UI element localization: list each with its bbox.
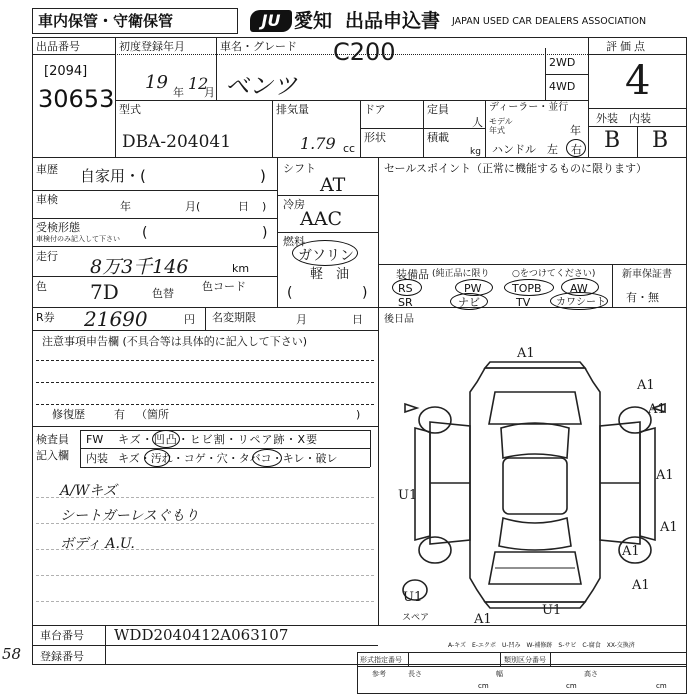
equipment-rs: RS [398,282,413,295]
handwritten-note: ボディ A.U. [60,536,135,552]
fuel-selected-circle [292,240,358,266]
name-change-day: 日 [352,313,363,326]
damage-mark: U1 [542,603,562,618]
width-label: 幅 [496,670,503,678]
chassis-label: 車台番号 [40,629,84,642]
equipment-note2: ○をつけてください) [512,269,596,279]
divider [115,100,588,101]
model-value: DBA-204041 [122,132,232,152]
registration-year: 19 [145,72,168,93]
load-unit: kg [470,147,481,157]
inspector-circle [152,430,180,448]
chassis-value: WDD2040412A063107 [114,626,289,644]
divider [485,100,486,157]
equipment-sr: SR [398,296,413,309]
height-unit: cm [656,682,667,690]
equipment-rs-circle [392,279,422,296]
inspector-row2-head: 内装 [86,452,108,465]
divider [32,190,278,191]
juken-label: 受検形態 [36,221,80,234]
drive-2wd: 2WD [549,56,576,69]
inspection-label: 車検 [36,193,58,206]
lot-number: 30653 [38,85,115,113]
mileage-value: 8万3千146 [90,256,189,278]
equipment-pw: PW [464,282,482,295]
divider [32,218,278,219]
ext-int-label: 外装 内装 [596,112,651,125]
juken-close: ) [262,225,268,241]
damage-mark: A1 [656,468,674,483]
inspector-sublabel: 記入欄 [36,449,69,462]
damage-mark: U1 [398,488,418,503]
divider [32,157,687,158]
color-value: 7D [90,280,119,304]
plate-label: 登録番号 [40,650,84,663]
notes-label: 注意事項申告欄 (不具合等は具体的に記入して下さい) [42,335,308,348]
handle-right: 右 [571,143,582,156]
fuel-option-gasoline: ガソリン [298,248,354,264]
score-value: 4 [625,58,651,104]
divider [80,448,370,449]
repair-history-value: 有 [114,408,125,421]
divider [378,157,379,310]
displacement-unit: cc [343,142,356,155]
damage-mark: A1 [622,544,640,559]
divider [36,382,374,383]
equipment-aw: AW [570,282,588,295]
maker-name: ベンツ [225,72,297,100]
document-title: 出品申込書 [345,10,441,32]
warranty-options: 有・無 [626,291,659,304]
fuel-paren-open: ( [287,285,293,301]
divider [370,430,371,467]
divider [357,666,687,667]
divider [36,601,374,602]
damage-legend: A-キズ E-エクボ U-凹み W-補修跡 S-サビ C-腐食 XX-交換済 [448,642,635,649]
warranty-label: 新車保証書 [622,269,672,280]
storage-type-label: 車内保管・守衛保管 [38,12,174,30]
damage-mark: U1 [403,590,423,605]
equipment-leather-seat: カワシート [556,297,606,308]
mileage-unit: km [232,262,250,275]
divider [80,467,370,468]
divider [545,74,588,75]
length-unit: cm [478,682,489,690]
capacity-unit: 人 [472,116,483,129]
divider [36,360,374,361]
handle-label: ハンドル [492,143,536,156]
door-label: ドア [364,103,386,116]
color-label: 色 [36,280,47,293]
dealer-label: ディーラー・並行 [489,102,569,113]
juken-sub: 車検付のみ記入して下さい [36,235,120,243]
damage-mark: A1 [660,520,678,535]
aircon-value: AAC [300,208,342,230]
inspector-row1-head: FW [86,433,104,446]
plate-mark: 58 [2,645,22,663]
damage-mark: A1 [637,378,655,393]
history-label: 車歴 [36,163,58,176]
spare-label: スペア [402,613,430,623]
fuel-label: 燃料 [283,235,305,248]
inspector-circle [252,449,282,467]
divider [277,232,378,233]
inspection-close: ) [262,200,267,213]
month-unit: 月 [204,86,215,99]
damage-mark: A1 [632,578,650,593]
divider [36,497,374,498]
lot-bracket-number: [2094] [44,64,88,79]
shift-value: AT [320,174,346,196]
history-close: ) [260,167,266,185]
divider [612,264,613,307]
divider [588,54,687,55]
carname-value: C200 [333,38,396,66]
rear-items-label: 後日品 [384,314,414,325]
ju-logo [250,10,292,32]
inspector-row2: キズ・汚れ・コゲ・穴・タバコ・キレ・破レ [118,452,338,465]
displacement-value: 1.79 [300,134,336,153]
divider [637,126,638,157]
lot-number-label: 出品番号 [36,40,80,53]
repair-place-close: ) [356,408,361,421]
registration-label: 初度登録年月 [119,40,185,53]
registration-month: 12 [188,74,209,93]
divider [36,549,374,550]
inspection-day-unit: 日 [238,200,249,213]
drive-4wd: 4WD [549,80,576,93]
divider [500,652,501,666]
divider [32,246,278,247]
divider [32,645,378,646]
association-name: JAPAN USED CAR DEALERS ASSOCIATION [452,16,647,27]
divider [36,523,374,524]
recycle-value: 21690 [84,307,148,331]
recycle-label: R券 [36,311,55,324]
year-unit: 年 [173,86,184,99]
logo-mark: JU [261,11,281,30]
inspector-label: 検査員 [36,433,69,446]
divider [408,652,409,666]
divider [272,100,273,157]
capacity-label: 定員 [427,103,449,116]
divider [36,575,374,576]
shape-label: 形状 [364,131,386,144]
handle-left: 左 [547,143,558,156]
divider [588,37,589,157]
repair-history-label: 修復歴 [52,408,85,421]
carname-label: 車名・グレード [220,40,297,53]
dealer-model-label: モデル [489,117,513,126]
equipment-note: (純正品に限り [432,269,490,279]
aircon-label: 冷房 [283,198,305,211]
equipment-seat-circle [550,292,608,310]
score-label: 評価点 [606,40,648,53]
repair-place-label: （箇所 [136,408,169,421]
damage-mark: A1 [474,612,492,627]
divider [588,108,687,109]
displacement-label: 排気量 [276,103,309,116]
cert-label: 形式指定番号 [360,656,402,664]
equipment-topb: TOPB [512,282,542,295]
divider [550,652,551,666]
inspector-row1: キズ・凹凸・ヒビ割・リペア跡・X要 [118,433,319,446]
inspection-month-unit: 月( [185,200,201,213]
name-change-month: 月 [296,313,307,326]
inspector-circle [144,449,170,467]
model-label: 型式 [119,103,141,116]
org-name: 愛知 [294,10,333,32]
divider [36,404,374,405]
divider [216,37,217,100]
equipment-tv: TV [516,296,531,309]
height-label: 高さ [584,670,598,678]
ref-label: 参考 [372,670,386,678]
divider [205,307,206,330]
fuel-paren-close: ) [362,285,368,301]
recycle-unit: 円 [184,313,195,326]
load-label: 積載 [427,131,449,144]
divider [32,426,378,427]
history-value: 自家用・( [80,167,146,185]
divider [378,264,687,265]
exterior-score: B [604,128,621,153]
sales-point-label: セールスポイント（正常に機能するものに限ります） [384,162,648,175]
divider [32,54,116,55]
equipment-topb-circle [504,279,554,296]
fuel-option-diesel: 軽 油 [310,267,350,282]
handwritten-note: シートガーレスぐもり [60,508,199,524]
equipment-label: 装備品 [396,268,429,281]
shift-label: シフト [283,162,316,175]
dealer-year-label: 年式 [489,126,505,135]
handle-right-circle [566,139,586,157]
length-label: 長さ [408,670,422,678]
name-change-label: 名変期限 [212,311,256,324]
equipment-navi: ナビ [458,296,480,309]
divider [80,430,370,431]
damage-mark: A1 [648,402,666,417]
color-change-label: 色替 [152,287,174,300]
equipment-navi-circle [450,293,488,310]
damage-mark: A1 [517,346,535,361]
color-code-label: 色コード [202,280,246,293]
mileage-label: 走行 [36,250,58,263]
divider [378,307,379,625]
dealer-year-unit: 年 [570,124,581,137]
inspection-year-unit: 年 [120,200,131,213]
divider [360,128,485,129]
class-label: 類別区分番号 [504,656,546,664]
juken-open: ( [142,225,148,241]
interior-score: B [652,128,669,153]
handwritten-note: A/Wキズ [60,483,117,499]
divider [115,37,116,157]
width-unit: cm [566,682,577,690]
